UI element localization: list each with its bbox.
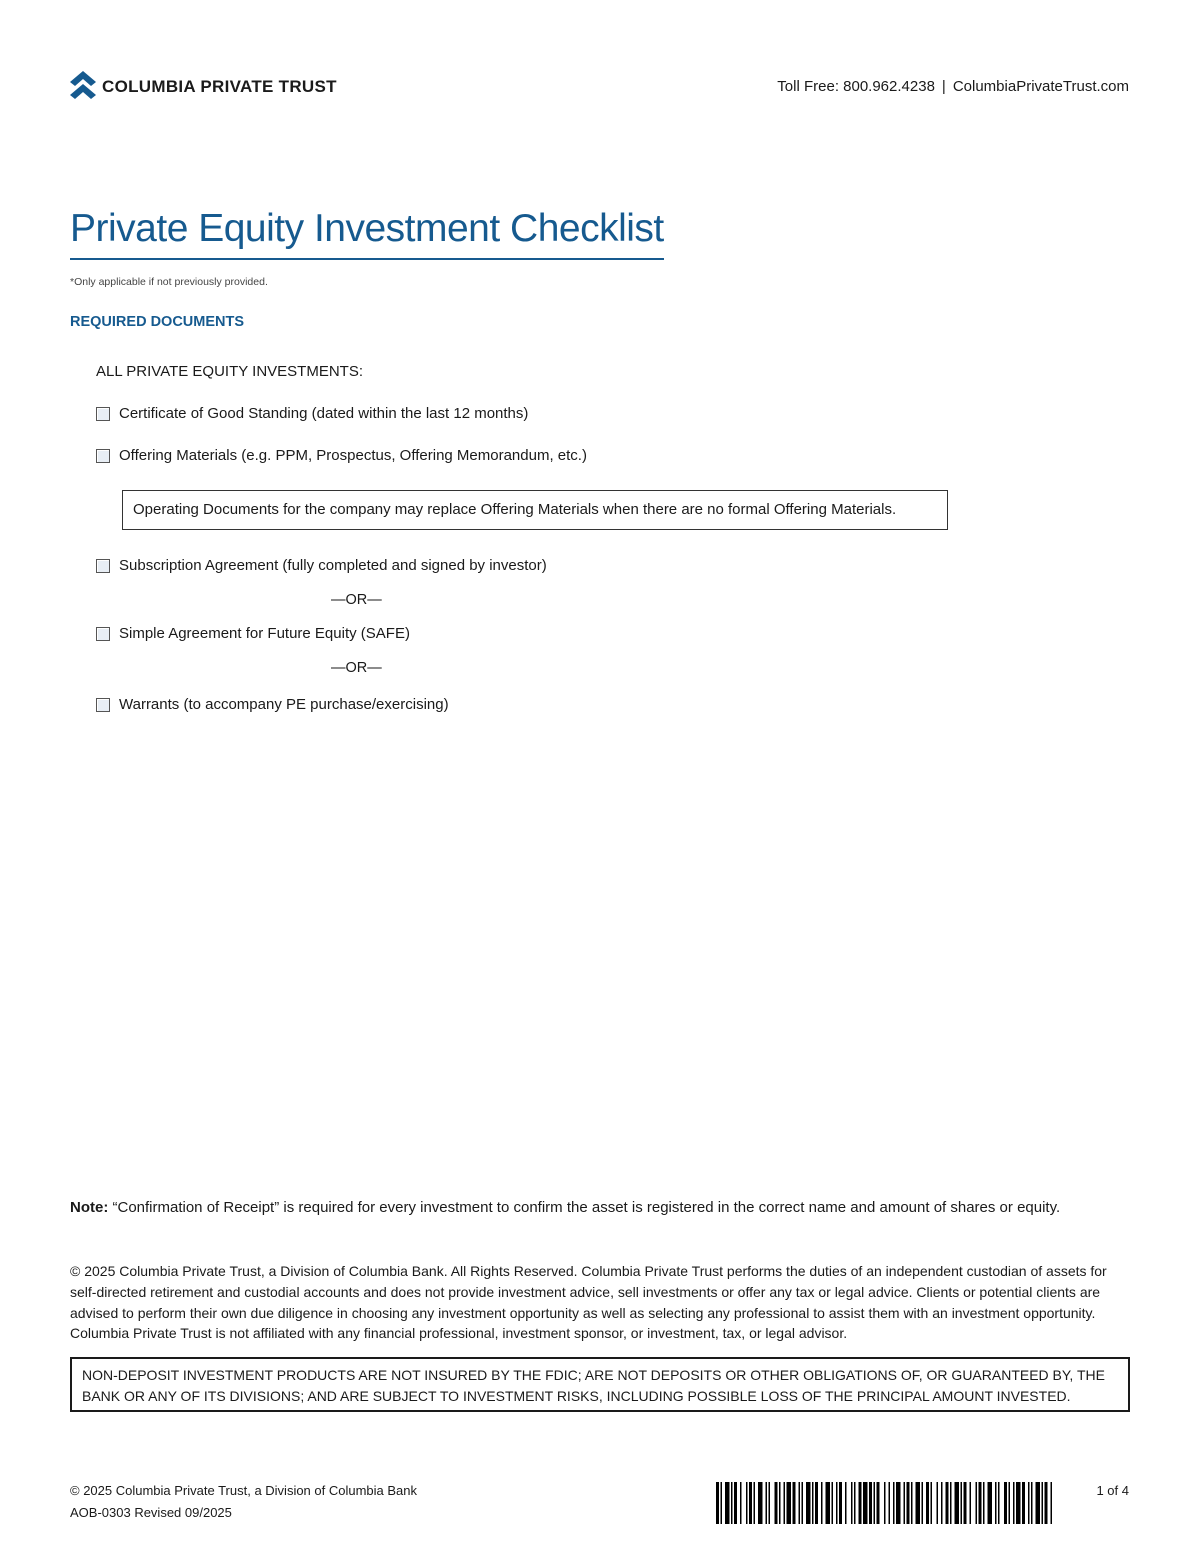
barcode-bar bbox=[874, 1482, 876, 1524]
barcode-bar bbox=[931, 1482, 933, 1524]
page-title: Private Equity Investment Checklist bbox=[70, 206, 664, 260]
barcode-bar bbox=[826, 1482, 831, 1524]
barcode-bar bbox=[926, 1482, 929, 1524]
barcode-bar bbox=[806, 1482, 811, 1524]
brand-logo bbox=[70, 71, 337, 103]
barcode-bar bbox=[950, 1482, 952, 1524]
barcode-bar bbox=[896, 1482, 901, 1524]
barcode-bar bbox=[754, 1482, 756, 1524]
barcode-bar bbox=[784, 1482, 786, 1524]
barcode-bar bbox=[884, 1482, 886, 1524]
barcode-bar bbox=[832, 1482, 834, 1524]
barcode-bar bbox=[976, 1482, 978, 1524]
page-number: 1 of 4 bbox=[1096, 1483, 1129, 1498]
barcode-bar bbox=[911, 1482, 913, 1524]
barcode-bar bbox=[964, 1482, 967, 1524]
barcode-bar bbox=[815, 1482, 818, 1524]
checkbox[interactable] bbox=[96, 407, 110, 421]
barcode-bar bbox=[812, 1482, 814, 1524]
barcode-bar bbox=[922, 1482, 924, 1524]
checkbox[interactable] bbox=[96, 627, 110, 641]
contact-separator: | bbox=[941, 78, 946, 95]
barcode-bar bbox=[998, 1482, 1000, 1524]
section-heading: REQUIRED DOCUMENTS bbox=[70, 314, 245, 330]
barcode-bar bbox=[839, 1482, 842, 1524]
checklist-item-label: Certificate of Good Standing (dated within the last 12 months) bbox=[119, 405, 529, 422]
barcode-bar bbox=[787, 1482, 792, 1524]
checkbox[interactable] bbox=[96, 559, 110, 573]
checkbox[interactable] bbox=[96, 449, 110, 463]
barcode-bar bbox=[799, 1482, 801, 1524]
barcode-bar bbox=[1045, 1482, 1048, 1524]
note-label: Note: bbox=[70, 1199, 109, 1216]
barcode-bar bbox=[988, 1482, 993, 1524]
barcode-bar bbox=[775, 1482, 778, 1524]
chevron-stack-logo-icon bbox=[70, 71, 96, 103]
barcode-bar bbox=[836, 1482, 838, 1524]
barcode-bar bbox=[979, 1482, 982, 1524]
barcode-bar bbox=[731, 1482, 733, 1524]
barcode-bar bbox=[961, 1482, 963, 1524]
barcode-bar bbox=[725, 1482, 730, 1524]
form-id: AOB-0303 Revised 09/2025 bbox=[70, 1505, 232, 1520]
barcode-bar bbox=[1013, 1482, 1015, 1524]
checklist-item bbox=[96, 447, 587, 464]
barcode-bar bbox=[904, 1482, 906, 1524]
barcode-bar bbox=[740, 1482, 742, 1524]
barcode-bar bbox=[863, 1482, 868, 1524]
barcode bbox=[716, 1482, 1054, 1524]
barcode-bar bbox=[734, 1482, 737, 1524]
footer-copyright: © 2025 Columbia Private Trust, a Division of Columbia Bank bbox=[70, 1483, 418, 1498]
barcode-bar bbox=[889, 1482, 891, 1524]
brand-name: COLUMBIA PRIVATE TRUST bbox=[102, 77, 337, 96]
barcode-bar bbox=[1036, 1482, 1041, 1524]
barcode-bar bbox=[854, 1482, 856, 1524]
barcode-bar bbox=[746, 1482, 748, 1524]
barcode-bar bbox=[916, 1482, 921, 1524]
barcode-bar bbox=[1028, 1482, 1030, 1524]
barcode-bar bbox=[955, 1482, 960, 1524]
checklist-item-label: Warrants (to accompany PE purchase/exercising) bbox=[119, 696, 449, 713]
barcode-bar bbox=[1031, 1482, 1033, 1524]
checklist-item bbox=[96, 405, 528, 422]
barcode-bar bbox=[1022, 1482, 1025, 1524]
barcode-bar bbox=[995, 1482, 997, 1524]
barcode-bar bbox=[851, 1482, 853, 1524]
checklist-item bbox=[96, 625, 410, 642]
barcode-bar bbox=[859, 1482, 862, 1524]
barcode-bar bbox=[1051, 1482, 1053, 1524]
website-link[interactable]: ColumbiaPrivateTrust.com bbox=[952, 78, 1129, 95]
barcode-bar bbox=[779, 1482, 781, 1524]
checklist-item bbox=[96, 557, 547, 574]
callout-box: Operating Documents for the company may replace Offering Materials when there are no formal Offering Materials. bbox=[122, 490, 948, 530]
barcode-bar bbox=[907, 1482, 910, 1524]
barcode-bar bbox=[821, 1482, 823, 1524]
barcode-bar bbox=[769, 1482, 771, 1524]
footnote: *Only applicable if not previously provided. bbox=[70, 276, 268, 288]
checklist-item bbox=[96, 696, 449, 713]
barcode-bar bbox=[793, 1482, 796, 1524]
note-text: “Confirmation of Receipt” is required for every investment to confirm the asset is registered in the correct name and amount of shares or equity. bbox=[108, 1199, 1061, 1216]
barcode-bar bbox=[766, 1482, 768, 1524]
barcode-bar bbox=[946, 1482, 949, 1524]
barcode-bar bbox=[877, 1482, 880, 1524]
barcode-bar bbox=[802, 1482, 804, 1524]
barcode-bar bbox=[1016, 1482, 1021, 1524]
barcode-bar bbox=[845, 1482, 847, 1524]
checklist-item-label: Subscription Agreement (fully completed and signed by investor) bbox=[119, 557, 547, 574]
barcode-bar bbox=[758, 1482, 763, 1524]
or-separator: —OR— bbox=[331, 660, 382, 676]
barcode-bar bbox=[893, 1482, 895, 1524]
barcode-bar bbox=[721, 1482, 723, 1524]
barcode-bar bbox=[983, 1482, 985, 1524]
receipt-note bbox=[70, 1199, 1060, 1216]
toll-free-number: Toll Free: 800.962.4238 bbox=[777, 78, 935, 95]
checkbox[interactable] bbox=[96, 698, 110, 712]
barcode-bar bbox=[749, 1482, 752, 1524]
legal-paragraph: © 2025 Columbia Private Trust, a Division of Columbia Bank. All Rights Reserved. Columbia Private Trust performs the duties of an independent custodian of assets for self-directed retirement and custodial accounts and does not provide investment advice, sell investments or offer any tax or legal advice. Clients or potential clients are advised to perform their own due diligence in choosing any investment opportunity as well as selecting any professional to assist them with an investment opportunity. Columbia Private Trust is not affiliated with any financial professional, investment sponsor, or investment, tax, or legal advisor. bbox=[70, 1263, 1107, 1342]
barcode-bar bbox=[941, 1482, 943, 1524]
barcode-bar bbox=[970, 1482, 972, 1524]
checklist-item-label: Offering Materials (e.g. PPM, Prospectus, Offering Memorandum, etc.) bbox=[119, 447, 587, 464]
or-separator: —OR— bbox=[331, 592, 382, 608]
barcode-bar bbox=[716, 1482, 719, 1524]
checklist-item-label: Simple Agreement for Future Equity (SAFE) bbox=[119, 625, 410, 642]
barcode-bar bbox=[1004, 1482, 1007, 1524]
barcode-bar bbox=[869, 1482, 872, 1524]
barcode-bar bbox=[1009, 1482, 1011, 1524]
barcode-bar bbox=[937, 1482, 939, 1524]
fdic-disclaimer-box: NON-DEPOSIT INVESTMENT PRODUCTS ARE NOT INSURED BY THE FDIC; ARE NOT DEPOSITS OR OTHER OBLIGATIONS OF, OR GUARANTEED BY, THE BANK OR ANY OF ITS DIVISIONS; AND ARE SUBJECT TO INVESTMENT RISKS, INCLUDING POSSIBLE LOSS OF THE PRINCIPAL AMOUNT INVESTED. bbox=[70, 1357, 1130, 1412]
barcode-bar bbox=[1042, 1482, 1044, 1524]
contact-info bbox=[777, 78, 1129, 95]
group-heading: ALL PRIVATE EQUITY INVESTMENTS: bbox=[96, 363, 364, 380]
